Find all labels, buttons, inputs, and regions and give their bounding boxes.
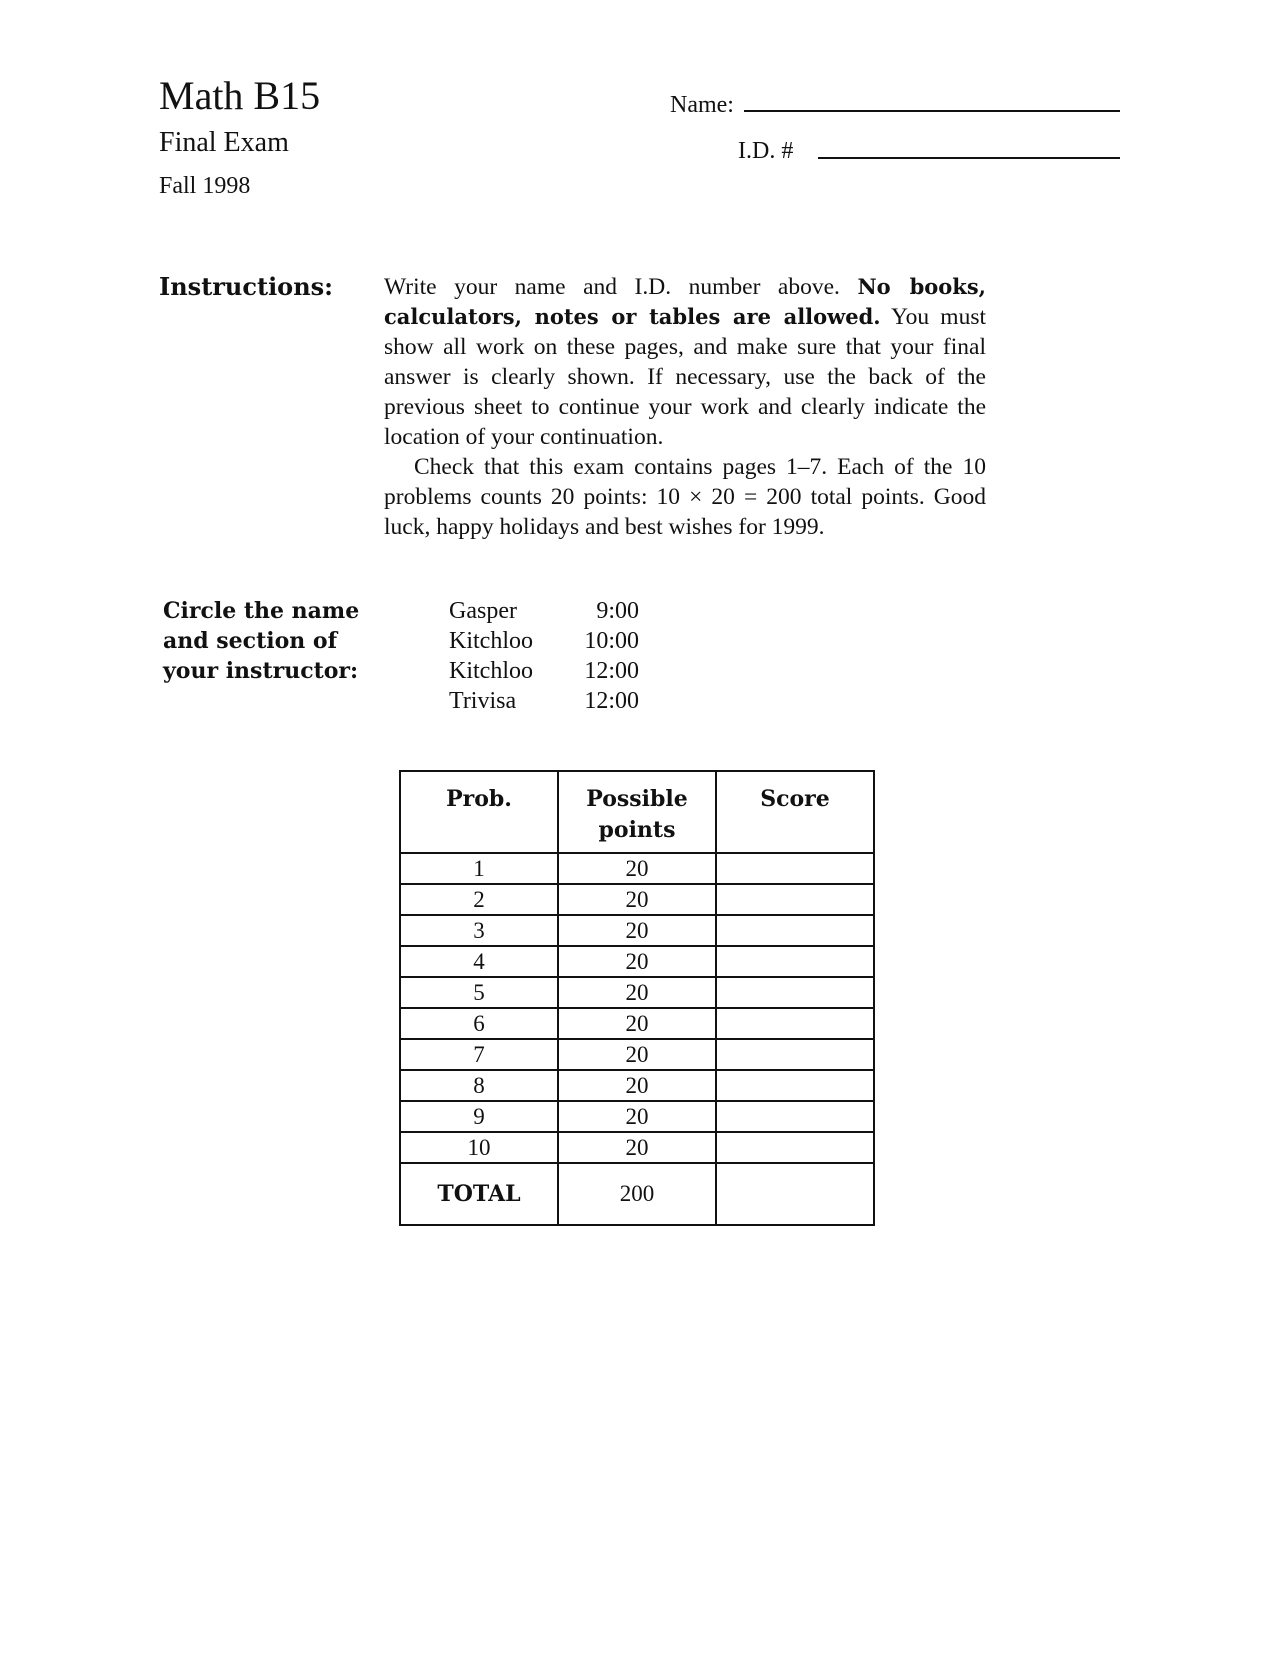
prob-number: 7 [400,1039,558,1070]
table-row [400,1039,874,1070]
prob-number: 5 [400,977,558,1008]
possible-points: 20 [558,1008,716,1039]
header-possible-line-1: Possible [586,786,688,812]
instructor-name: Trivisa [449,688,517,714]
total-points: 200 [558,1163,716,1225]
table-row [400,1070,874,1101]
score-cell[interactable] [716,1039,874,1070]
table-row [400,946,874,977]
id-blank-line[interactable] [818,157,1120,159]
section-time: 10:00 [584,628,639,654]
header-prob: Prob. [400,771,558,853]
table-row [400,853,874,884]
score-table [399,770,875,1226]
instructions-p1-end: You must show all work on these pages, and make sure that your final answer is clearly shown. If necessary, use the back of the previous sheet to continue your work and clearly indicate the location of your continuation. [384,304,986,450]
id-label: I.D. # [738,138,794,164]
section-time: 12:00 [584,688,639,714]
possible-points: 20 [558,1070,716,1101]
score-cell[interactable] [716,1070,874,1101]
instructions-p1-bold: No books, calculators, notes or tables are allowed. [384,274,986,329]
prob-number: 2 [400,884,558,915]
possible-points: 20 [558,884,716,915]
table-row [400,1132,874,1163]
circle-label-line-1: Circle the name [163,598,360,624]
instructor-option[interactable] [449,626,639,656]
exam-title: Final Exam [159,127,289,158]
instructions-p1-start: Write your name and I.D. number above. [384,274,858,300]
possible-points: 20 [558,915,716,946]
table-row [400,1101,874,1132]
prob-number: 8 [400,1070,558,1101]
name-label: Name: [670,92,734,118]
instructor-option[interactable] [449,686,639,716]
id-field-row [738,136,1120,166]
possible-points: 20 [558,977,716,1008]
score-table-header-row [400,771,874,853]
name-blank-line[interactable] [744,110,1120,112]
instructor-name: Kitchloo [449,658,533,684]
total-score-cell[interactable] [716,1163,874,1225]
score-cell[interactable] [716,977,874,1008]
table-row [400,977,874,1008]
table-row [400,1008,874,1039]
instructions-text [384,272,986,542]
total-row [400,1163,874,1225]
prob-number: 1 [400,853,558,884]
prob-number: 4 [400,946,558,977]
prob-number: 6 [400,1008,558,1039]
score-cell[interactable] [716,946,874,977]
circle-instructor-label [163,596,359,686]
instructions-label: Instructions: [159,272,334,301]
circle-label-line-2: and section of [163,628,338,654]
instructions-paragraph-1 [384,272,986,452]
instructor-list [449,596,639,716]
possible-points: 20 [558,1132,716,1163]
instructor-name: Gasper [449,598,517,624]
score-cell[interactable] [716,1132,874,1163]
possible-points: 20 [558,1101,716,1132]
circle-label-line-3: your instructor: [163,658,359,684]
instructor-name: Kitchloo [449,628,533,654]
score-cell[interactable] [716,853,874,884]
exam-term: Fall 1998 [159,173,251,199]
score-cell[interactable] [716,884,874,915]
table-row [400,884,874,915]
header-possible-line-2: points [598,817,676,843]
header-score: Score [716,771,874,853]
instructor-option[interactable] [449,656,639,686]
possible-points: 20 [558,853,716,884]
score-cell[interactable] [716,915,874,946]
name-field-row [670,90,1120,120]
section-time: 9:00 [596,598,639,624]
possible-points: 20 [558,1039,716,1070]
prob-number: 3 [400,915,558,946]
instructor-option[interactable] [449,596,639,626]
header-possible-points [558,771,716,853]
table-row [400,915,874,946]
prob-number: 9 [400,1101,558,1132]
score-cell[interactable] [716,1101,874,1132]
section-time: 12:00 [584,658,639,684]
score-cell[interactable] [716,1008,874,1039]
possible-points: 20 [558,946,716,977]
total-label: TOTAL [400,1163,558,1225]
course-title: Math B15 [159,73,321,118]
instructions-paragraph-2: Check that this exam contains pages 1–7. Each of the 10 problems counts 20 points: 10 × 20 = 200 total points. Good luck, happy holidays and best wishes for 1999. [384,454,986,540]
prob-number: 10 [400,1132,558,1163]
